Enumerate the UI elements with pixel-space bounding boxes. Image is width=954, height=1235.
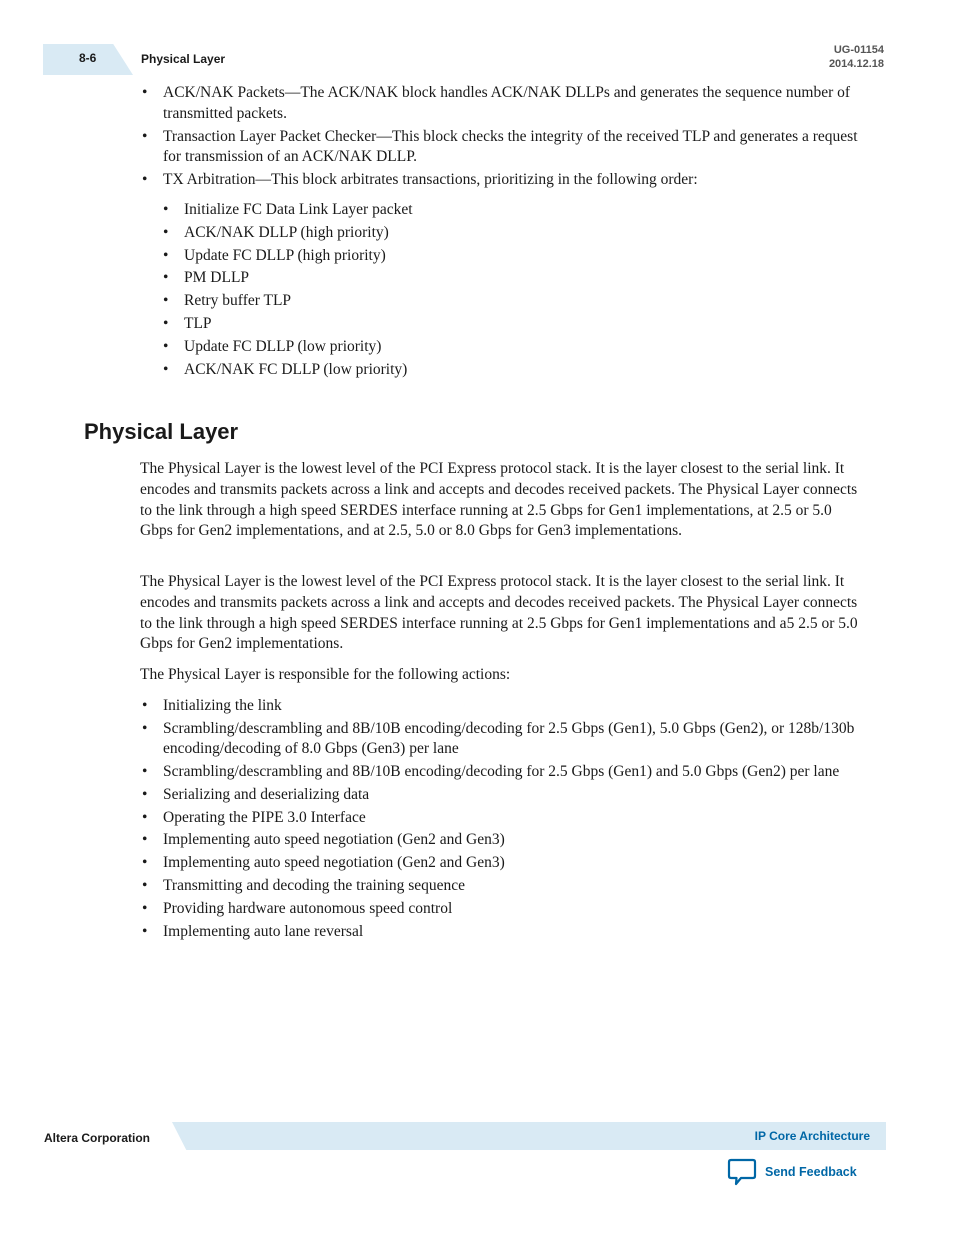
send-feedback-link[interactable]	[727, 1158, 857, 1186]
priority-bullet-list	[184, 200, 844, 382]
footer-company: Altera Corporation	[44, 1131, 151, 1145]
doc-date: 2014.12.18	[828, 58, 884, 70]
list-item: • ACK/NAK Packets—The ACK/NAK block handles ACK/NAK DLLPs and generates the sequence number of transmitted packets.	[163, 83, 863, 124]
send-feedback-label: Send Feedback	[765, 1165, 857, 1179]
header-doc-info	[829, 43, 884, 71]
list-item: • Update FC DLLP (high priority)	[184, 246, 844, 267]
list-item: • Serializing and deserializing data	[163, 785, 863, 806]
intro-bullet-list	[163, 83, 863, 193]
list-item: • Implementing auto speed negotiation (Gen2 and Gen3)	[163, 830, 863, 851]
paragraph: The Physical Layer is responsible for the following actions:	[140, 666, 511, 683]
paragraph: The Physical Layer is the lowest level of the PCI Express protocol stack. It is the layer closest to the serial link. It encodes and transmits packets across a link and accepts and decodes received packets. The Physical Layer connects to the link through a high speed SERDES interface running at 2.5 Gbps for Gen1 implementations, at 2.5 or 5.0 Gbps for Gen2 implementations, and at 2.5, 5.0 or 8.0 Gbps for Gen3 implementations.	[140, 460, 858, 540]
list-item: • Update FC DLLP (low priority)	[184, 337, 844, 358]
actions-bullet-list	[163, 696, 863, 944]
list-item: • Retry buffer TLP	[184, 291, 844, 312]
list-item: • Scrambling/descrambling and 8B/10B encoding/decoding for 2.5 Gbps (Gen1), 5.0 Gbps (Gen2), or 128b/130b encoding/decoding of 8.0 Gbps (Gen3) per lane	[163, 719, 863, 760]
list-item: • Initializing the link	[163, 696, 863, 717]
list-item: • Implementing auto speed negotiation (Gen2 and Gen3)	[163, 853, 863, 874]
list-item: • Transmitting and decoding the training sequence	[163, 876, 863, 897]
list-item: • ACK/NAK FC DLLP (low priority)	[184, 360, 844, 381]
list-item: • ACK/NAK DLLP (high priority)	[184, 223, 844, 244]
list-item: • Initialize FC Data Link Layer packet	[184, 200, 844, 221]
page-number: 8-6	[79, 51, 97, 65]
section-heading: Physical Layer	[84, 419, 239, 444]
list-item: • TLP	[184, 314, 844, 335]
header-section-title: Physical Layer	[141, 52, 226, 66]
list-item: • Providing hardware autonomous speed control	[163, 899, 863, 920]
paragraph: The Physical Layer is the lowest level of the PCI Express protocol stack. It is the layer closest to the serial link. It encodes and transmits packets across a link and accepts and decodes received packets. The Physical Layer connects to the link through a high speed SERDES interface running at 2.5 Gbps for Gen1 implementations and a5 2.5 or 5.0 Gbps for Gen2 implementations.	[140, 573, 858, 653]
list-item: • Transaction Layer Packet Checker—This block checks the integrity of the received TLP and generates a request for transmission of an ACK/NAK DLLP.	[163, 127, 863, 168]
speech-bubble-icon	[727, 1158, 757, 1186]
list-item: • TX Arbitration—This block arbitrates transactions, prioritizing in the following order:	[163, 170, 863, 191]
list-item: • Scrambling/descrambling and 8B/10B encoding/decoding for 2.5 Gbps (Gen1) and 5.0 Gbps (Gen2) per lane	[163, 762, 863, 783]
footer-section-link[interactable]: IP Core Architecture	[754, 1129, 870, 1143]
doc-id: UG-01154	[833, 44, 884, 56]
list-item: • Operating the PIPE 3.0 Interface	[163, 808, 863, 829]
list-item: • PM DLLP	[184, 268, 844, 289]
list-item: • Implementing auto lane reversal	[163, 922, 863, 943]
